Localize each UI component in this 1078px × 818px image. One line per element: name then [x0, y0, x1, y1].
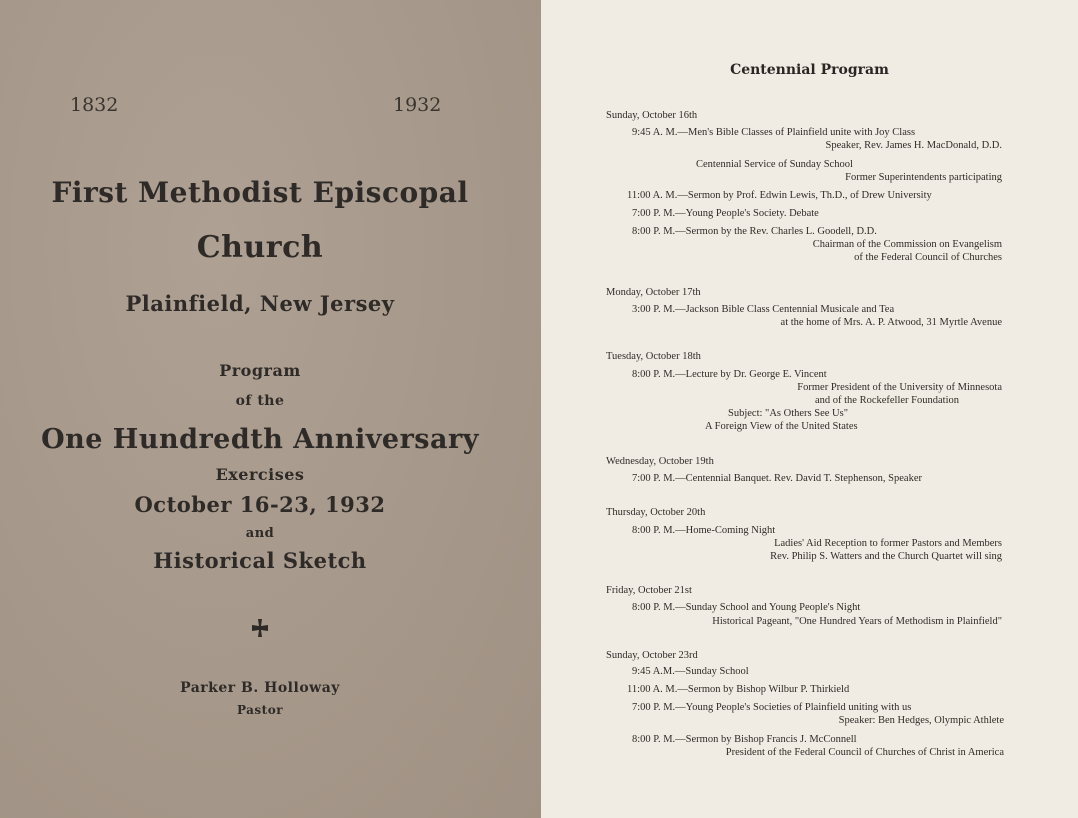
day-heading: Tuesday, October 18th — [606, 351, 701, 362]
event-line: 9:45 A. M.—Men's Bible Classes of Plainfield unite with Joy Class — [632, 127, 916, 138]
exercises-text: Exercises — [215, 465, 305, 484]
event-line: Former President of the University of Minnesota — [797, 382, 1002, 393]
and-text: and — [245, 526, 275, 541]
event-line: 8:00 P. M.—Home-Coming Night — [632, 525, 776, 536]
event-line: and of the Rockefeller Foundation — [814, 395, 959, 406]
event-line: of the Federal Council of Churches — [854, 252, 1002, 263]
event-line: 7:00 P. M.—Young People's Societies of Plainfield uniting with us — [632, 702, 912, 713]
pastor-name: Parker B. Holloway — [180, 680, 340, 696]
event-line: 11:00 A. M.—Sermon by Bishop Wilbur P. Thirkield — [627, 684, 850, 695]
church-title-line2: Church — [196, 230, 324, 265]
event-line: Chairman of the Commission on Evangelism — [812, 239, 1002, 250]
event-line: at the home of Mrs. A. P. Atwood, 31 Myrtle Avenue — [780, 317, 1002, 328]
year-start: 1832 — [70, 94, 119, 116]
program-page — [541, 0, 1078, 818]
pastor-title: Pastor — [236, 703, 284, 717]
event-line: Subject: "As Others See Us" — [728, 408, 848, 419]
event-line: President of the Federal Council of Churches of Christ in America — [725, 747, 1004, 758]
anniversary-dates: October 16-23, 1932 — [134, 492, 386, 517]
program-word: Program — [219, 361, 301, 380]
program-title: Centennial Program — [730, 62, 889, 78]
event-line: 3:00 P. M.—Jackson Bible Class Centennial Musicale and Tea — [632, 304, 895, 315]
day-heading: Thursday, October 20th — [606, 507, 706, 518]
day-heading: Friday, October 21st — [606, 585, 692, 596]
event-line: Speaker: Ben Hedges, Olympic Athlete — [838, 715, 1004, 726]
event-line: 8:00 P. M.—Sunday School and Young People's Night — [632, 602, 861, 613]
event-line: 7:00 P. M.—Young People's Society. Debate — [632, 208, 819, 219]
event-line: 11:00 A. M.—Sermon by Prof. Edwin Lewis, Th.D., of Drew University — [627, 190, 932, 201]
event-line: Centennial Service of Sunday School — [696, 159, 853, 170]
day-heading: Monday, October 17th — [606, 287, 701, 298]
anniversary-title: One Hundredth Anniversary — [41, 424, 479, 455]
event-line: 8:00 P. M.—Sermon by Bishop Francis J. McConnell — [632, 734, 857, 745]
event-line: 8:00 P. M.—Lecture by Dr. George E. Vincent — [632, 369, 827, 380]
historical-sketch-title: Historical Sketch — [153, 548, 367, 573]
event-line: Historical Pageant, "One Hundred Years of Methodism in Plainfield" — [712, 616, 1002, 627]
day-heading: Wednesday, October 19th — [606, 456, 714, 467]
day-heading: Sunday, October 16th — [606, 110, 698, 121]
of-the-text: of the — [235, 393, 285, 409]
event-line: 9:45 A.M.—Sunday School — [632, 666, 749, 677]
church-title-line1: First Methodist Episcopal — [51, 176, 469, 209]
event-line: Ladies' Aid Reception to former Pastors and Members — [774, 538, 1002, 549]
church-location: Plainfield, New Jersey — [125, 291, 395, 316]
event-line: Speaker, Rev. James H. MacDonald, D.D. — [825, 140, 1002, 151]
year-end: 1932 — [393, 94, 442, 116]
cross-pattee-icon — [251, 619, 269, 637]
day-heading: Sunday, October 23rd — [606, 650, 698, 661]
event-line: Rev. Philip S. Watters and the Church Quartet will sing — [770, 551, 1002, 562]
event-line: 8:00 P. M.—Sermon by the Rev. Charles L. Goodell, D.D. — [632, 226, 877, 237]
event-line: 7:00 P. M.—Centennial Banquet. Rev. David T. Stephenson, Speaker — [632, 473, 922, 484]
event-line: A Foreign View of the United States — [705, 421, 858, 432]
event-line: Former Superintendents participating — [845, 172, 1002, 183]
